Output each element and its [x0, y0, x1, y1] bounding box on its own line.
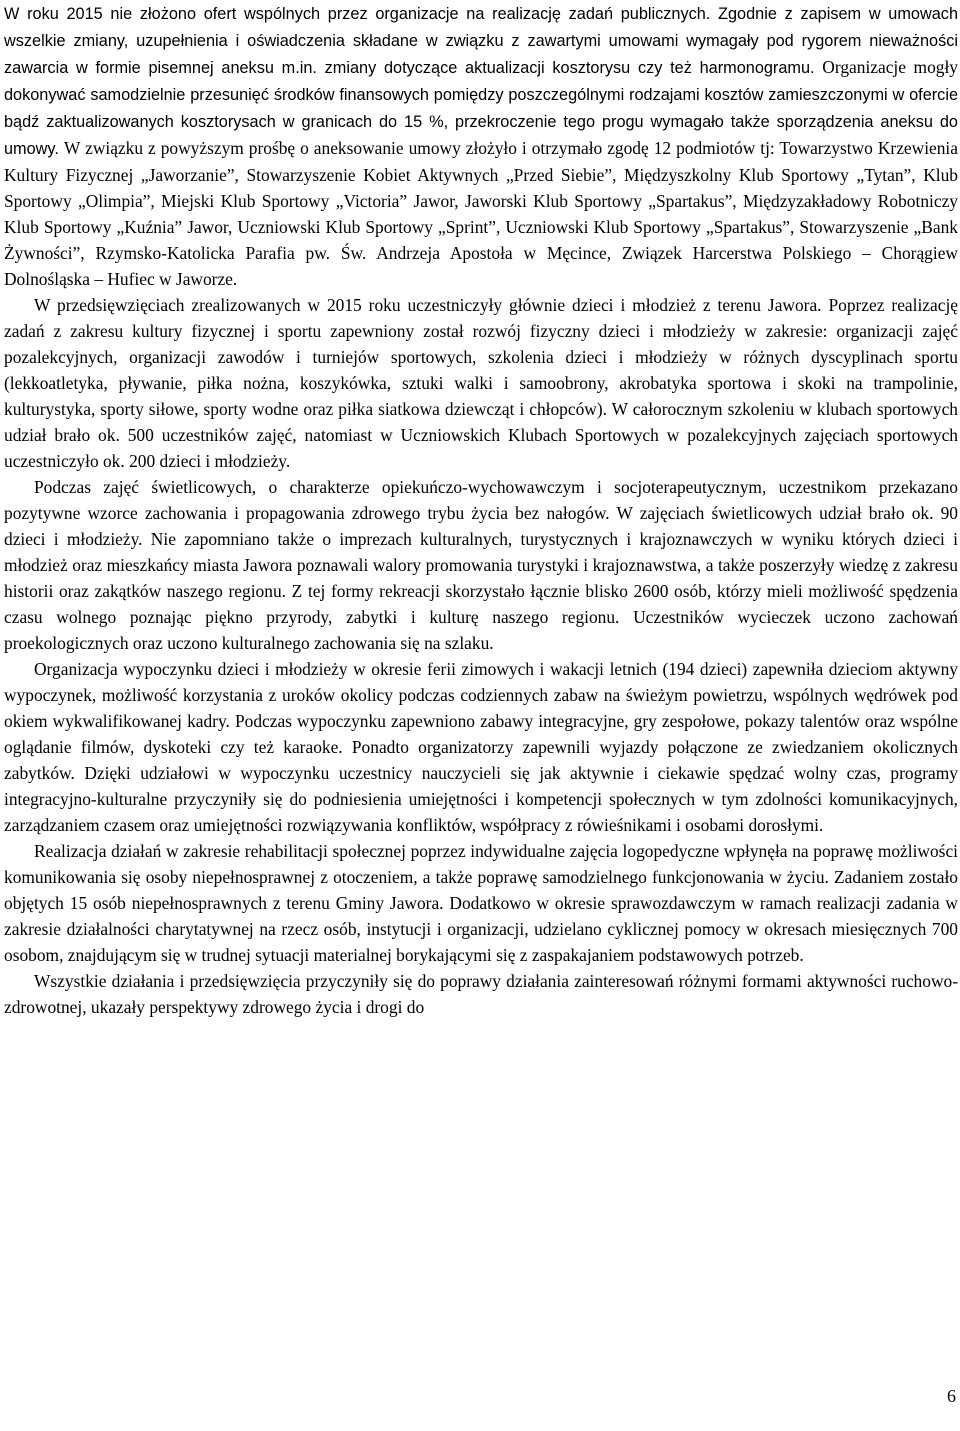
page-number: 6 [947, 1386, 956, 1406]
document-page [4, 0, 958, 1020]
text-run: Wszystkie działania i przedsięwzięcia przyczyniły się do poprawy działania zainteresowań różnymi formami aktywności ruchowo-zdrowotnej, ukazały perspektywy zdrowego życia i drogi do [4, 971, 958, 1017]
paragraph-community-centre [4, 474, 958, 656]
text-run: Podczas zajęć świetlicowych, o charakterze opiekuńczo-wychowawczym i socjoterapeutycznym, uczestnikom przekazano pozytywne wzorce zachowania i propagowania zdrowego trybu życia bez nałogów. W zajęciach świetlicowych udział brało ok. 90 dzieci i młodzieży. Nie zapomniano także o imprezach kulturalnych, turystycznych i krajoznawczych w wyniku których dzieci i młodzież oraz mieszkańcy miasta Jawora poznawali walory promowania turystyki i krajoznawstwa, a także poszerzyły wiedzę z zakresu historii oraz zakątków naszego regionu. Z tej formy rekreacji skorzystało łącznie blisko 2600 osób, którzy mieli możliwość spędzenia czasu wolnego poznając piękno przyrody, zabytki i kulturę naszego regionu. Uczestników wycieczek uczono zachowań proekologicznych oraz uczono kulturalnego zachowania się na szlaku. [4, 477, 958, 653]
paragraph-summary [4, 968, 958, 1020]
paragraph-offers-and-amendments [4, 0, 958, 292]
text-run: W związku z powyższym prośbę o aneksowanie umowy złożyło i otrzymało zgodę 12 podmiotów tj: Towarzystwo Krzewienia Kultury Fizycznej „Jaworzanie”, Stowarzyszenie Kobiet Aktywnych „Przed Siebie”, Międzyszkolny Klub Sportowy „Tytan”, Klub Sportowy „Olimpia”, Miejski Klub Sportowy „Victoria” Jawor, Jaworski Klub Sportowy „Spartakus”, Międzyzakładowy Robotniczy Klub Sportowy „Kuźnia” Jawor, Uczniowski Klub Sportowy „Sprint”, Uczniowski Klub Sportowy „Spartakus”, Stowarzyszenie „Bank Żywności”, Rzymsko-Katolicka Parafia pw. Św. Andrzeja Apostoła w Męcince, Związek Harcerstwa Polskiego – Chorągiew Dolnośląska – Hufiec w Jaworze. [4, 138, 958, 289]
text-run: Realizacja działań w zakresie rehabilitacji społecznej poprzez indywidualne zajęcia logopedyczne wpłynęła na poprawę możliwości komunikowania się osoby niepełnosprawnej z otoczeniem, a także poprawę samodzielnego funkcjonowania w życiu. Zadaniem zostało objętych 15 osób niepełnosprawnych z terenu Gminy Jawora. Dodatkowo w okresie sprawozdawczym w ramach realizacji zadania w zakresie działalności charytatywnej na rzecz osób, instytucji i organizacji, udzielano cyklicznej pomocy w okresach miesięcznych 700 osobom, znajdującym się w trudnej sytuacji materialnej borykającymi się z zaspakajaniem podstawowych potrzeb. [4, 841, 958, 965]
paragraph-holiday-recreation [4, 656, 958, 838]
text-run: W przedsięwzięciach zrealizowanych w 2015 roku uczestniczyły głównie dzieci i młodzież z terenu Jawora. Poprzez realizację zadań z zakresu kultury fizycznej i sportu zapewniony został rozwój fizyczny dzieci i młodzieży w zakresie: organizacji zajęć pozalekcyjnych, organizacji zawodów i turniejów sportowych, szkolenia dzieci i młodzieży w różnych dyscyplinach sportu (lekkoatletyka, pływanie, piłka nożna, koszykówka, sztuki walki i samoobrony, akrobatyka sportowa i skoki na trampolinie, kulturystyka, sporty siłowe, sporty wodne oraz piłka siatkowa dziewcząt i chłopców). W całorocznym szkoleniu w klubach sportowych udział brało ok. 500 uczestników zajęć, natomiast w Uczniowskich Klubach Sportowych w pozalekcyjnych zajęciach sportowych uczestniczyło ok. 200 dzieci i młodzieży. [4, 295, 958, 471]
paragraph-sport-activities [4, 292, 958, 474]
text-run: dokonywać samodzielnie przesunięć środków finansowych pomiędzy poszczególnymi rodzajami kosztów zamieszczonymi w ofercie bądź zaktualizowanych kosztorysach w granicach do 15 %, przekroczenie tego progu wymagało także sporządzenia aneksu do umowy. [4, 86, 958, 158]
text-run: Organizacje mogły [822, 57, 958, 77]
paragraph-social-rehabilitation [4, 838, 958, 968]
text-run: W roku 2015 nie złożono ofert wspólnych przez organizacje na realizację zadań publicznych. Zgodnie z zapisem w umowach wszelkie zmiany, uzupełnienia i oświadczenia składane w związku z zawartymi umowami wymagały pod rygorem nieważności zawarcia w formie pisemnej aneksu m.in. zmiany dotyczące aktualizacji kosztorysu czy też harmonogramu. [4, 5, 958, 77]
text-run: Organizacja wypoczynku dzieci i młodzieży w okresie ferii zimowych i wakacji letnich (194 dzieci) zapewniła dzieciom aktywny wypoczynek, możliwość korzystania z uroków okolicy podczas codziennych zabaw na świeżym powietrzu, wspólnych wędrówek pod okiem wykwalifikowanej kadry. Podczas wypoczynku zapewniono zabawy integracyjne, gry zespołowe, pokazy talentów oraz wspólne oglądanie filmów, dyskoteki czy też karaoke. Ponadto organizatorzy zapewnili wyjazdy połączone ze zwiedzaniem okolicznych zabytków. Dzięki udziałowi w wypoczynku uczestnicy nauczycieli się jak aktywnie i ciekawie spędzać wolny czas, programy integracyjno-kulturalne przyczyniły się do podniesienia umiejętności i kompetencji społecznych w tym zdolności komunikacyjnych, zarządzaniem czasem oraz umiejętności rozwiązywania konfliktów, współpracy z rówieśnikami i osobami dorosłymi. [4, 659, 958, 835]
